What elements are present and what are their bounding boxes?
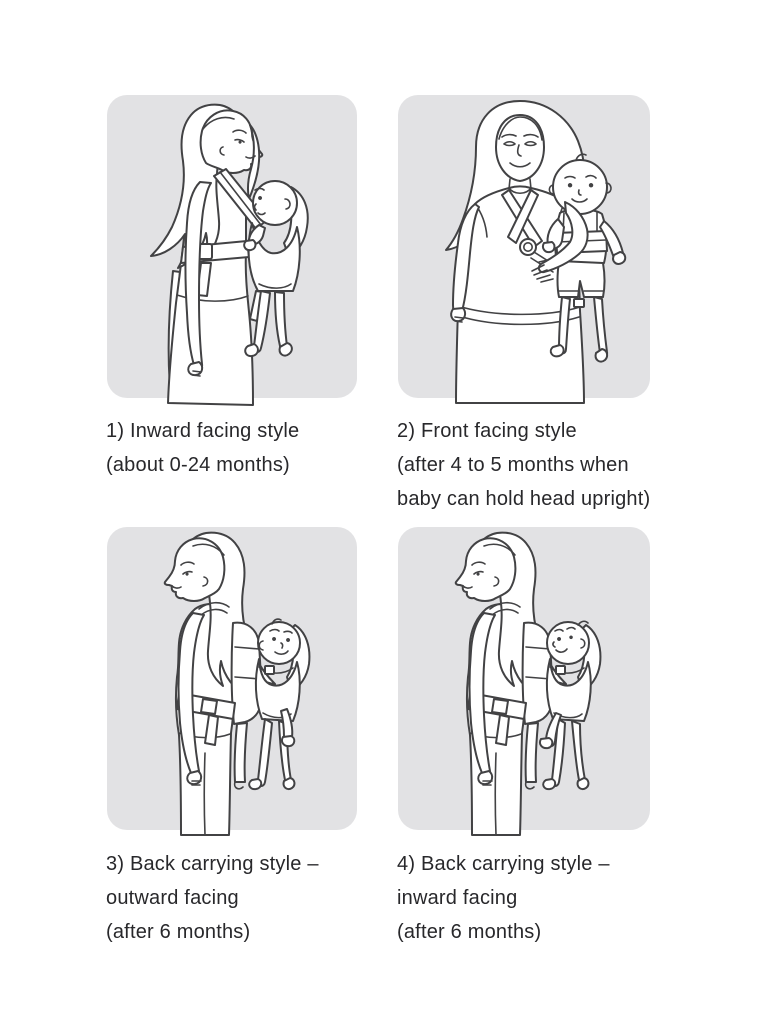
caption-3-line-2: outward facing: [106, 887, 239, 909]
caption-3: [106, 847, 319, 949]
mother-baby-back-outward-illustration: [107, 527, 357, 842]
caption-2-line-2: (after 4 to 5 months when: [397, 454, 629, 476]
mother-baby-back-inward-illustration: [398, 527, 650, 842]
caption-1-line-2: (about 0-24 months): [106, 454, 290, 476]
caption-4-line-3: (after 6 months): [397, 921, 542, 943]
panel-4: [398, 527, 650, 830]
caption-4-line-2: inward facing: [397, 887, 518, 909]
panel-1: [107, 95, 357, 398]
caption-4-line-1: 4) Back carrying style –: [397, 853, 610, 875]
caption-3-line-1: 3) Back carrying style –: [106, 853, 319, 875]
mother-baby-front-inward-illustration: [107, 95, 357, 410]
mother-baby-front-outward-illustration: [398, 95, 650, 410]
panel-3: [107, 527, 357, 830]
caption-1: [106, 414, 299, 482]
caption-2-line-3: baby can hold head upright): [397, 488, 651, 510]
caption-4: [397, 847, 610, 949]
caption-1-line-1: 1) Inward facing style: [106, 420, 300, 442]
caption-3-line-3: (after 6 months): [106, 921, 251, 943]
caption-2: [397, 414, 650, 516]
caption-2-line-1: 2) Front facing style: [397, 420, 577, 442]
panel-2: [398, 95, 650, 398]
